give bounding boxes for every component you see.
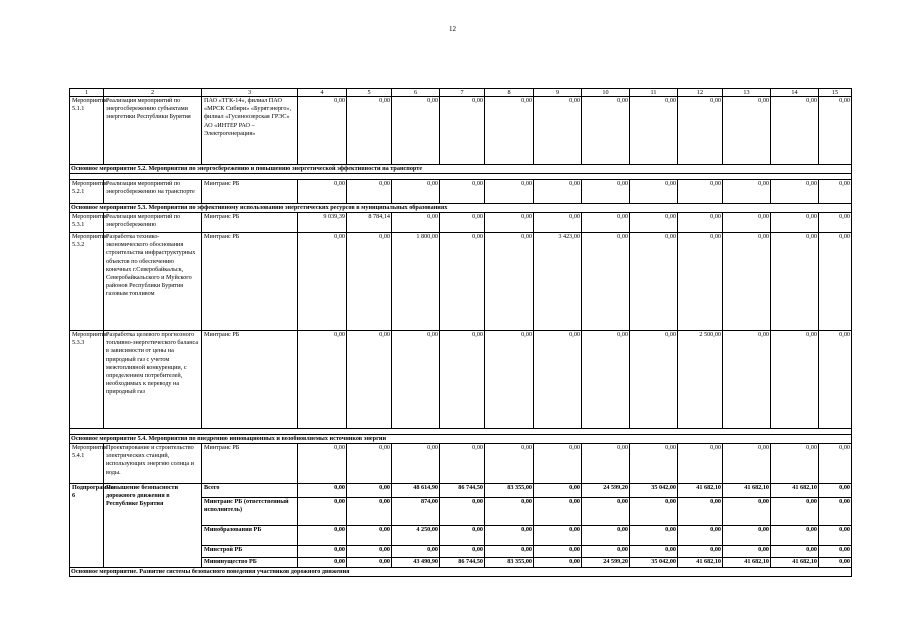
- value-cell: 0,00: [347, 233, 392, 331]
- value-cell: 41 682,10: [723, 558, 771, 568]
- column-number: 8: [485, 89, 534, 97]
- value-cell: 83 355,00: [485, 484, 534, 498]
- section-heading: Основное мероприятие 5.3. Мероприятия по эффективному использованию энергетических ресурсов в муниципальных образованиях: [70, 204, 852, 213]
- value-cell: 41 682,10: [678, 558, 723, 568]
- value-cell: 24 599,20: [582, 484, 630, 498]
- value-cell: 0,00: [771, 180, 819, 204]
- value-cell: 0,00: [723, 546, 771, 558]
- value-cell: 0,00: [392, 546, 440, 558]
- value-cell: 0,00: [392, 331, 440, 429]
- executor: Минтранс РБ: [202, 213, 298, 233]
- executor: Мининущество РБ: [202, 558, 298, 568]
- value-cell: 0,00: [440, 331, 485, 429]
- value-cell: 0,00: [440, 97, 485, 165]
- subprogram-row: [70, 484, 852, 498]
- measure-row: [70, 444, 852, 484]
- value-cell: 48 614,90: [392, 484, 440, 498]
- value-cell: 0,00: [723, 97, 771, 165]
- value-cell: 3 423,00: [534, 233, 582, 331]
- value-cell: 0,00: [347, 546, 392, 558]
- value-cell: 0,00: [485, 331, 534, 429]
- column-number: 7: [440, 89, 485, 97]
- measure-row: [70, 331, 852, 429]
- value-cell: 0,00: [771, 213, 819, 233]
- column-number: 14: [771, 89, 819, 97]
- value-cell: 0,00: [630, 444, 678, 484]
- measure-name: Реализация мероприятий по энергосбережению: [104, 213, 202, 233]
- value-cell: 0,00: [347, 444, 392, 484]
- value-cell: 0,00: [723, 180, 771, 204]
- value-cell: 0,00: [534, 526, 582, 546]
- value-cell: 0,00: [392, 97, 440, 165]
- executor: ПАО «ТГК-14», филиал ПАО «МРСК Сибири» «Бурятэнерго», филиал «Гусиноозерская ГРЭС» АО «ИНТЕР РАО – Электрогенерация»: [202, 97, 298, 165]
- value-cell: 0,00: [534, 180, 582, 204]
- value-cell: 0,00: [630, 180, 678, 204]
- value-cell: 0,00: [630, 546, 678, 558]
- value-cell: 0,00: [630, 213, 678, 233]
- column-number: 6: [392, 89, 440, 97]
- column-number: 11: [630, 89, 678, 97]
- value-cell: 0,00: [819, 213, 852, 233]
- value-cell: 0,00: [723, 331, 771, 429]
- value-cell: 0,00: [298, 546, 347, 558]
- executor: Минтранс РБ: [202, 233, 298, 331]
- value-cell: 0,00: [298, 97, 347, 165]
- value-cell: 0,00: [630, 233, 678, 331]
- executor: Минобразования РБ: [202, 526, 298, 546]
- measure-row: [70, 213, 852, 233]
- executor: Минтранс РБ: [202, 180, 298, 204]
- value-cell: 0,00: [678, 498, 723, 526]
- budget-table: [69, 88, 852, 577]
- value-cell: 0,00: [819, 526, 852, 546]
- value-cell: 0,00: [723, 233, 771, 331]
- value-cell: 0,00: [582, 233, 630, 331]
- value-cell: 0,00: [440, 526, 485, 546]
- value-cell: 0,00: [819, 331, 852, 429]
- value-cell: 0,00: [723, 498, 771, 526]
- value-cell: 0,00: [440, 546, 485, 558]
- value-cell: 0,00: [534, 331, 582, 429]
- value-cell: 0,00: [771, 498, 819, 526]
- value-cell: 0,00: [819, 498, 852, 526]
- value-cell: 0,00: [630, 498, 678, 526]
- value-cell: 0,00: [298, 444, 347, 484]
- page-number: 12: [449, 25, 456, 33]
- subprogram-name: Повышение безопасности дорожного движения в Республике Бурятия: [104, 484, 202, 568]
- value-cell: 35 042,00: [630, 484, 678, 498]
- value-cell: 0,00: [440, 213, 485, 233]
- value-cell: 0,00: [392, 213, 440, 233]
- measure-code: Мероприятие 5.3.1: [70, 213, 104, 233]
- value-cell: 0,00: [582, 213, 630, 233]
- value-cell: 9 039,39: [298, 213, 347, 233]
- value-cell: 0,00: [485, 233, 534, 331]
- value-cell: 0,00: [534, 558, 582, 568]
- value-cell: 24 599,20: [582, 558, 630, 568]
- value-cell: 0,00: [678, 444, 723, 484]
- value-cell: 0,00: [819, 558, 852, 568]
- column-number: 15: [819, 89, 852, 97]
- column-number: 1: [70, 89, 104, 97]
- value-cell: 0,00: [678, 180, 723, 204]
- value-cell: 0,00: [485, 546, 534, 558]
- measure-code: Мероприятие 5.3.3: [70, 331, 104, 429]
- measure-name: Реализация мероприятий по энергосбережению субъектами энергетики Республики Бурятия: [104, 97, 202, 165]
- value-cell: 0,00: [630, 526, 678, 546]
- executor: Всего: [202, 484, 298, 498]
- value-cell: 0,00: [678, 233, 723, 331]
- measure-code: Мероприятие 5.4.1: [70, 444, 104, 484]
- value-cell: 0,00: [534, 444, 582, 484]
- value-cell: 0,00: [298, 498, 347, 526]
- value-cell: 0,00: [347, 180, 392, 204]
- column-number: 5: [347, 89, 392, 97]
- value-cell: 0,00: [347, 331, 392, 429]
- section-heading-row: [70, 435, 852, 444]
- measure-code: Мероприятие 5.2.1: [70, 180, 104, 204]
- column-number: 4: [298, 89, 347, 97]
- value-cell: 41 682,10: [723, 484, 771, 498]
- section-heading: Основное мероприятие. Развитие системы безопасного поведения участников дорожного движения: [70, 568, 852, 577]
- value-cell: 0,00: [347, 484, 392, 498]
- value-cell: 0,00: [819, 444, 852, 484]
- measure-row: [70, 180, 852, 204]
- value-cell: 0,00: [582, 444, 630, 484]
- value-cell: 41 682,10: [678, 484, 723, 498]
- value-cell: 0,00: [298, 558, 347, 568]
- measure-code: Мероприятие 5.3.2: [70, 233, 104, 331]
- value-cell: 0,00: [582, 180, 630, 204]
- value-cell: 0,00: [771, 233, 819, 331]
- section-heading-row: [70, 204, 852, 213]
- value-cell: 0,00: [819, 233, 852, 331]
- value-cell: 0,00: [440, 444, 485, 484]
- value-cell: 0,00: [771, 444, 819, 484]
- value-cell: 86 744,50: [440, 558, 485, 568]
- value-cell: 83 355,00: [485, 558, 534, 568]
- measure-row: [70, 97, 852, 165]
- value-cell: 2 500,00: [678, 331, 723, 429]
- value-cell: 41 682,10: [771, 558, 819, 568]
- section-heading-row: [70, 165, 852, 174]
- column-number: 10: [582, 89, 630, 97]
- value-cell: 0,00: [534, 498, 582, 526]
- value-cell: 0,00: [723, 213, 771, 233]
- measure-code: Мероприятие 5.1.1: [70, 97, 104, 165]
- value-cell: 0,00: [678, 526, 723, 546]
- value-cell: 0,00: [298, 180, 347, 204]
- value-cell: 0,00: [534, 546, 582, 558]
- value-cell: 0,00: [485, 97, 534, 165]
- section-heading: Основное мероприятие 5.4. Мероприятия по внедрению инновационных и возобновляемых источников энергии: [70, 435, 852, 444]
- value-cell: 0,00: [347, 498, 392, 526]
- value-cell: 0,00: [723, 444, 771, 484]
- value-cell: 0,00: [819, 484, 852, 498]
- value-cell: 874,00: [392, 498, 440, 526]
- value-cell: 0,00: [819, 180, 852, 204]
- value-cell: 0,00: [347, 558, 392, 568]
- subprogram-code: Подпрограмма 6: [70, 484, 104, 568]
- column-number-row: [70, 89, 852, 97]
- value-cell: 0,00: [440, 233, 485, 331]
- value-cell: 0,00: [298, 331, 347, 429]
- executor: Минтранс РБ: [202, 444, 298, 484]
- value-cell: 0,00: [582, 498, 630, 526]
- column-number: 13: [723, 89, 771, 97]
- value-cell: 8 784,14: [347, 213, 392, 233]
- value-cell: 1 800,00: [392, 233, 440, 331]
- value-cell: 0,00: [485, 444, 534, 484]
- value-cell: 0,00: [485, 526, 534, 546]
- value-cell: 0,00: [485, 180, 534, 204]
- value-cell: 0,00: [298, 526, 347, 546]
- column-number: 2: [104, 89, 202, 97]
- value-cell: 0,00: [298, 484, 347, 498]
- value-cell: 35 042,00: [630, 558, 678, 568]
- value-cell: 0,00: [678, 97, 723, 165]
- value-cell: 0,00: [819, 97, 852, 165]
- executor: Минтранс РБ: [202, 331, 298, 429]
- value-cell: 0,00: [630, 97, 678, 165]
- column-number: 9: [534, 89, 582, 97]
- value-cell: 0,00: [440, 498, 485, 526]
- value-cell: 0,00: [534, 484, 582, 498]
- executor: Минтранс РБ (ответственный исполнитель): [202, 498, 298, 526]
- value-cell: 0,00: [723, 526, 771, 546]
- value-cell: 0,00: [347, 526, 392, 546]
- value-cell: 0,00: [678, 546, 723, 558]
- measure-name: Разработка целевого прогнозного топливно-энергетического баланса в зависимости от цены на природный газ с учетом межтопливной конкуренции, с определением потребителей, необходимых к переводу на природный газ: [104, 331, 202, 429]
- value-cell: 0,00: [630, 331, 678, 429]
- value-cell: 0,00: [582, 331, 630, 429]
- value-cell: 86 744,50: [440, 484, 485, 498]
- measure-name: Проектирование и строительство электрических станций, использующих энергию солнца и воды.: [104, 444, 202, 484]
- value-cell: 0,00: [771, 546, 819, 558]
- value-cell: 0,00: [440, 180, 485, 204]
- measure-name: Разработка технико-экономического обоснования строительства инфраструктурных объектов по обеспечению конечных г.Северобайкальск, Северобайкальского и Муйского районов Республики Бурятия газовым топливом: [104, 233, 202, 331]
- value-cell: 0,00: [582, 97, 630, 165]
- value-cell: 0,00: [534, 213, 582, 233]
- value-cell: 0,00: [582, 546, 630, 558]
- value-cell: 4 250,00: [392, 526, 440, 546]
- value-cell: 0,00: [298, 233, 347, 331]
- value-cell: 41 682,10: [771, 484, 819, 498]
- value-cell: 0,00: [392, 180, 440, 204]
- value-cell: 0,00: [347, 97, 392, 165]
- value-cell: 0,00: [582, 526, 630, 546]
- measure-name: Реализация мероприятий по энергосбережению на транспорте: [104, 180, 202, 204]
- value-cell: 43 490,90: [392, 558, 440, 568]
- value-cell: 0,00: [485, 498, 534, 526]
- value-cell: 0,00: [534, 97, 582, 165]
- measure-row: [70, 233, 852, 331]
- value-cell: 0,00: [392, 444, 440, 484]
- column-number: 12: [678, 89, 723, 97]
- section-heading-row: [70, 568, 852, 577]
- value-cell: 0,00: [819, 546, 852, 558]
- executor: Минстрой РБ: [202, 546, 298, 558]
- value-cell: 0,00: [771, 97, 819, 165]
- section-heading: Основное мероприятие 5.2. Мероприятия по энергосбережению и повышению энергетической эффективности на транспорте: [70, 165, 852, 174]
- value-cell: 0,00: [485, 213, 534, 233]
- value-cell: 0,00: [771, 331, 819, 429]
- column-number: 3: [202, 89, 298, 97]
- value-cell: 0,00: [771, 526, 819, 546]
- value-cell: 0,00: [678, 213, 723, 233]
